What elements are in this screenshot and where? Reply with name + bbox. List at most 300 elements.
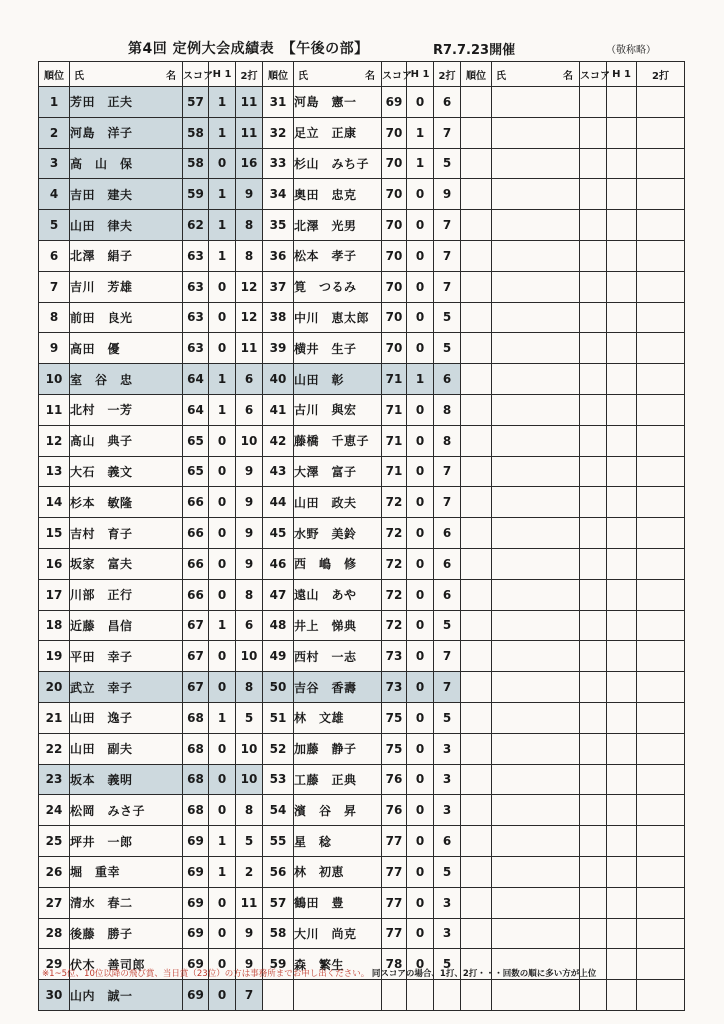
rank-cell: 48: [263, 610, 294, 641]
empty-cell: [637, 856, 685, 887]
h1-cell: 0: [407, 302, 434, 333]
score-cell: 68: [183, 733, 209, 764]
rank-cell: 42: [263, 425, 294, 456]
h1-cell: 0: [209, 795, 236, 826]
two-cell: 2: [236, 856, 263, 887]
empty-cell: [607, 887, 637, 918]
two-cell: 16: [236, 148, 263, 179]
name-cell: 杉山 みち子: [294, 148, 382, 179]
name-cell: 鶴田 豊: [294, 887, 382, 918]
empty-cell: [607, 87, 637, 118]
h1-cell: 0: [209, 764, 236, 795]
score-cell: 73: [382, 641, 407, 672]
empty-cell: [580, 887, 607, 918]
two-cell: 9: [236, 487, 263, 518]
rank-cell: 5: [39, 210, 70, 241]
empty-cell: [637, 87, 685, 118]
empty-cell: [461, 518, 492, 549]
rank-cell: 26: [39, 856, 70, 887]
score-cell: 63: [183, 302, 209, 333]
score-cell: 68: [183, 764, 209, 795]
table-row: [39, 795, 685, 826]
empty-cell: [461, 980, 492, 1011]
score-cell: 78: [382, 949, 407, 980]
name-cell: 工藤 正典: [294, 764, 382, 795]
h1-cell: 0: [209, 333, 236, 364]
empty-cell: [580, 148, 607, 179]
h1-cell: 0: [209, 949, 236, 980]
empty-cell: [607, 641, 637, 672]
empty-cell: [492, 918, 580, 949]
score-cell: 72: [382, 548, 407, 579]
score-cell: 77: [382, 826, 407, 857]
empty-cell: [492, 487, 580, 518]
rank-cell: 40: [263, 364, 294, 395]
table-row: [39, 425, 685, 456]
score-cell: 67: [183, 672, 209, 703]
two-cell: 8: [236, 795, 263, 826]
empty-cell: [461, 425, 492, 456]
empty-cell: [607, 518, 637, 549]
empty-cell: [461, 548, 492, 579]
empty-cell: [580, 456, 607, 487]
col-score: スコア: [382, 62, 407, 87]
two-cell: 9: [236, 918, 263, 949]
table-row: [39, 456, 685, 487]
empty-cell: [492, 672, 580, 703]
name-cell: 筧 つるみ: [294, 271, 382, 302]
header: [0, 38, 724, 60]
empty-cell: [580, 672, 607, 703]
col-two: 2打: [236, 62, 263, 87]
name-cell: 坪井 一郎: [70, 826, 183, 857]
h1-cell: 1: [209, 856, 236, 887]
two-cell: 5: [434, 333, 461, 364]
empty-cell: [492, 702, 580, 733]
name-cell: 吉田 建夫: [70, 179, 183, 210]
rank-cell: 25: [39, 826, 70, 857]
two-cell: 5: [434, 148, 461, 179]
empty-cell: [607, 980, 637, 1011]
empty-cell: [580, 548, 607, 579]
rank-cell: 58: [263, 918, 294, 949]
two-cell: 5: [434, 949, 461, 980]
score-cell: 72: [382, 610, 407, 641]
table-row: [39, 641, 685, 672]
col-h1: H 1: [209, 62, 236, 87]
empty-cell: [637, 795, 685, 826]
col-score: スコア: [580, 62, 607, 87]
col-name: 氏 名: [492, 62, 580, 87]
h1-cell: 0: [407, 887, 434, 918]
name-cell: 河島 洋子: [70, 117, 183, 148]
score-cell: 65: [183, 456, 209, 487]
name-cell: 林 初恵: [294, 856, 382, 887]
empty-cell: [492, 148, 580, 179]
col-two: 2打: [637, 62, 685, 87]
h1-cell: 0: [209, 548, 236, 579]
empty-cell: [492, 210, 580, 241]
empty-cell: [580, 733, 607, 764]
empty-cell: [492, 610, 580, 641]
rank-cell: 1: [39, 87, 70, 118]
two-cell: 3: [434, 795, 461, 826]
h1-cell: 0: [407, 826, 434, 857]
empty-cell: [461, 641, 492, 672]
two-cell: 10: [236, 764, 263, 795]
empty-cell: [607, 240, 637, 271]
h1-cell: 0: [407, 548, 434, 579]
rank-cell: 32: [263, 117, 294, 148]
empty-cell: [492, 856, 580, 887]
score-cell: 65: [183, 425, 209, 456]
table-row: [39, 394, 685, 425]
two-cell: 11: [236, 117, 263, 148]
name-cell: 山田 律夫: [70, 210, 183, 241]
score-cell: 68: [183, 702, 209, 733]
rank-cell: 8: [39, 302, 70, 333]
empty-cell: [607, 302, 637, 333]
name-cell: 松岡 みさ子: [70, 795, 183, 826]
empty-cell: [607, 826, 637, 857]
two-cell: 7: [434, 456, 461, 487]
empty-cell: [461, 179, 492, 210]
h1-cell: 1: [209, 210, 236, 241]
h1-cell: 0: [407, 733, 434, 764]
score-cell: 66: [183, 487, 209, 518]
empty-cell: [607, 856, 637, 887]
score-cell: 70: [382, 333, 407, 364]
empty-cell: [637, 548, 685, 579]
empty-cell: [607, 610, 637, 641]
name-cell: 足立 正康: [294, 117, 382, 148]
score-cell: 66: [183, 518, 209, 549]
h1-cell: 0: [407, 179, 434, 210]
two-cell: 10: [236, 641, 263, 672]
name-cell: 中川 恵太郎: [294, 302, 382, 333]
h1-cell: 0: [407, 271, 434, 302]
empty-cell: [580, 87, 607, 118]
empty-cell: [607, 364, 637, 395]
footnote-prize-note: ※1~5位、10位以降の飛び賞、当日賞（23位）の方は事務所までお申し出ください。: [42, 969, 370, 979]
empty-cell: [580, 579, 607, 610]
h1-cell: [407, 980, 434, 1011]
two-cell: 8: [236, 240, 263, 271]
h1-cell: 0: [209, 672, 236, 703]
score-cell: 72: [382, 487, 407, 518]
h1-cell: 0: [209, 918, 236, 949]
empty-cell: [580, 240, 607, 271]
table-row: [39, 733, 685, 764]
table-row: [39, 918, 685, 949]
h1-cell: 1: [209, 179, 236, 210]
score-cell: 71: [382, 364, 407, 395]
h1-cell: 1: [407, 364, 434, 395]
two-cell: 6: [236, 364, 263, 395]
empty-cell: [580, 271, 607, 302]
table-row: [39, 271, 685, 302]
name-cell: 松本 孝子: [294, 240, 382, 271]
name-cell: 大川 尚克: [294, 918, 382, 949]
score-cell: 59: [183, 179, 209, 210]
h1-cell: 0: [407, 425, 434, 456]
name-cell: 川部 正行: [70, 579, 183, 610]
score-cell: 76: [382, 795, 407, 826]
two-cell: 9: [236, 949, 263, 980]
rank-cell: 39: [263, 333, 294, 364]
rank-cell: 45: [263, 518, 294, 549]
empty-cell: [461, 210, 492, 241]
score-cell: 70: [382, 179, 407, 210]
empty-cell: [607, 764, 637, 795]
empty-cell: [461, 148, 492, 179]
two-cell: 7: [434, 210, 461, 241]
rank-cell: 16: [39, 548, 70, 579]
table-row: [39, 87, 685, 118]
two-cell: 6: [236, 610, 263, 641]
name-cell: 清水 春二: [70, 887, 183, 918]
empty-cell: [607, 795, 637, 826]
h1-cell: 0: [209, 518, 236, 549]
two-cell: 11: [236, 87, 263, 118]
score-cell: 70: [382, 148, 407, 179]
empty-cell: [580, 425, 607, 456]
empty-cell: [637, 425, 685, 456]
empty-cell: [492, 394, 580, 425]
empty-cell: [461, 795, 492, 826]
header-row: [39, 62, 685, 87]
empty-cell: [461, 271, 492, 302]
score-cell: 58: [183, 148, 209, 179]
score-cell: 63: [183, 240, 209, 271]
rank-cell: 9: [39, 333, 70, 364]
rank-cell: 13: [39, 456, 70, 487]
name-cell: 山田 逸子: [70, 702, 183, 733]
empty-cell: [607, 949, 637, 980]
table-row: [39, 333, 685, 364]
event-date: R7.7.23開催: [433, 43, 516, 58]
h1-cell: 1: [407, 117, 434, 148]
table-row: [39, 117, 685, 148]
score-cell: 69: [183, 826, 209, 857]
rank-cell: 15: [39, 518, 70, 549]
footnote-tiebreak-note: 同スコアの場合、1打、2打・・・回数の順に多い方が上位: [371, 969, 597, 979]
table-row: [39, 302, 685, 333]
score-cell: 72: [382, 518, 407, 549]
name-cell: 横井 生子: [294, 333, 382, 364]
rank-cell: 30: [39, 980, 70, 1011]
name-cell: 水野 美鈴: [294, 518, 382, 549]
h1-cell: 0: [407, 702, 434, 733]
name-cell: 坂本 義明: [70, 764, 183, 795]
empty-cell: [580, 795, 607, 826]
empty-cell: [461, 579, 492, 610]
empty-cell: [492, 179, 580, 210]
empty-cell: [580, 980, 607, 1011]
rank-cell: 14: [39, 487, 70, 518]
two-cell: 8: [236, 579, 263, 610]
h1-cell: 1: [209, 364, 236, 395]
empty-cell: [492, 240, 580, 271]
empty-cell: [580, 117, 607, 148]
two-cell: 7: [434, 240, 461, 271]
name-cell: 西 嶋 修: [294, 548, 382, 579]
empty-cell: [461, 364, 492, 395]
name-cell: 高田 優: [70, 333, 183, 364]
rank-cell: 44: [263, 487, 294, 518]
score-cell: 77: [382, 887, 407, 918]
empty-cell: [637, 672, 685, 703]
empty-cell: [580, 179, 607, 210]
name-cell: 高 山 保: [70, 148, 183, 179]
name-cell: 藤橋 千恵子: [294, 425, 382, 456]
score-cell: 70: [382, 117, 407, 148]
name-cell: 西村 一志: [294, 641, 382, 672]
empty-cell: [492, 302, 580, 333]
empty-cell: [580, 487, 607, 518]
rank-cell: 18: [39, 610, 70, 641]
empty-cell: [580, 394, 607, 425]
empty-cell: [492, 795, 580, 826]
table-row: [39, 826, 685, 857]
empty-cell: [607, 548, 637, 579]
name-cell: 伏木 善司郎: [70, 949, 183, 980]
rank-cell: 41: [263, 394, 294, 425]
table-row: [39, 764, 685, 795]
h1-cell: 1: [407, 148, 434, 179]
name-cell: 大澤 富子: [294, 456, 382, 487]
table-row: [39, 210, 685, 241]
empty-cell: [607, 148, 637, 179]
col-rank: 順位: [263, 62, 294, 87]
table-row: [39, 148, 685, 179]
empty-cell: [607, 702, 637, 733]
two-cell: 9: [434, 179, 461, 210]
h1-cell: 0: [209, 271, 236, 302]
empty-cell: [637, 641, 685, 672]
empty-cell: [461, 764, 492, 795]
empty-cell: [637, 733, 685, 764]
score-cell: 67: [183, 610, 209, 641]
name-cell: 堀 重幸: [70, 856, 183, 887]
score-cell: 71: [382, 456, 407, 487]
rank-cell: 37: [263, 271, 294, 302]
table-row: [39, 518, 685, 549]
name-cell: 山内 誠一: [70, 980, 183, 1011]
score-cell: 63: [183, 271, 209, 302]
name-cell: 後藤 勝子: [70, 918, 183, 949]
empty-cell: [461, 456, 492, 487]
empty-cell: [492, 826, 580, 857]
two-cell: 8: [236, 672, 263, 703]
name-cell: 前田 良光: [70, 302, 183, 333]
two-cell: 3: [434, 887, 461, 918]
score-cell: 70: [382, 271, 407, 302]
rank-cell: 52: [263, 733, 294, 764]
empty-cell: [637, 980, 685, 1011]
empty-cell: [461, 702, 492, 733]
score-cell: 77: [382, 856, 407, 887]
h1-cell: 1: [209, 826, 236, 857]
name-cell: 北澤 光男: [294, 210, 382, 241]
empty-cell: [607, 271, 637, 302]
empty-cell: [607, 179, 637, 210]
name-cell: 北村 一芳: [70, 394, 183, 425]
score-cell: 69: [183, 856, 209, 887]
empty-cell: [492, 333, 580, 364]
h1-cell: 0: [407, 856, 434, 887]
h1-cell: 0: [407, 795, 434, 826]
empty-cell: [461, 856, 492, 887]
h1-cell: 0: [209, 980, 236, 1011]
empty-cell: [637, 949, 685, 980]
empty-cell: [580, 210, 607, 241]
h1-cell: 0: [407, 641, 434, 672]
two-cell: 12: [236, 302, 263, 333]
empty-cell: [637, 826, 685, 857]
empty-cell: [461, 302, 492, 333]
empty-cell: [461, 610, 492, 641]
results-table: [38, 61, 685, 1011]
score-cell: 73: [382, 672, 407, 703]
h1-cell: 0: [209, 641, 236, 672]
table-row: [39, 672, 685, 703]
score-cell: 70: [382, 302, 407, 333]
score-cell: 75: [382, 733, 407, 764]
two-cell: 3: [434, 764, 461, 795]
h1-cell: 0: [209, 579, 236, 610]
rank-cell: 56: [263, 856, 294, 887]
table-row: [39, 548, 685, 579]
name-cell: 髙山 典子: [70, 425, 183, 456]
empty-cell: [461, 672, 492, 703]
empty-cell: [492, 518, 580, 549]
h1-cell: 0: [407, 672, 434, 703]
score-cell: [382, 980, 407, 1011]
h1-cell: 0: [209, 887, 236, 918]
empty-cell: [580, 610, 607, 641]
rank-cell: 55: [263, 826, 294, 857]
two-cell: 11: [236, 333, 263, 364]
h1-cell: 1: [209, 702, 236, 733]
empty-cell: [580, 333, 607, 364]
rank-cell: 2: [39, 117, 70, 148]
rank-cell: 46: [263, 548, 294, 579]
two-cell: 7: [434, 672, 461, 703]
empty-cell: [461, 117, 492, 148]
empty-cell: [637, 764, 685, 795]
two-cell: 10: [236, 425, 263, 456]
two-cell: 6: [434, 518, 461, 549]
empty-cell: [580, 302, 607, 333]
table-row: [39, 487, 685, 518]
score-cell: 76: [382, 764, 407, 795]
rank-cell: 7: [39, 271, 70, 302]
two-cell: 5: [434, 702, 461, 733]
h1-cell: 0: [407, 394, 434, 425]
footnote: [42, 967, 596, 979]
empty-cell: [637, 148, 685, 179]
empty-cell: [637, 240, 685, 271]
two-cell: 9: [236, 456, 263, 487]
h1-cell: 1: [209, 394, 236, 425]
h1-cell: 0: [407, 518, 434, 549]
two-cell: 3: [434, 918, 461, 949]
name-cell: 加藤 静子: [294, 733, 382, 764]
h1-cell: 0: [407, 210, 434, 241]
rank-cell: 23: [39, 764, 70, 795]
empty-cell: [580, 918, 607, 949]
